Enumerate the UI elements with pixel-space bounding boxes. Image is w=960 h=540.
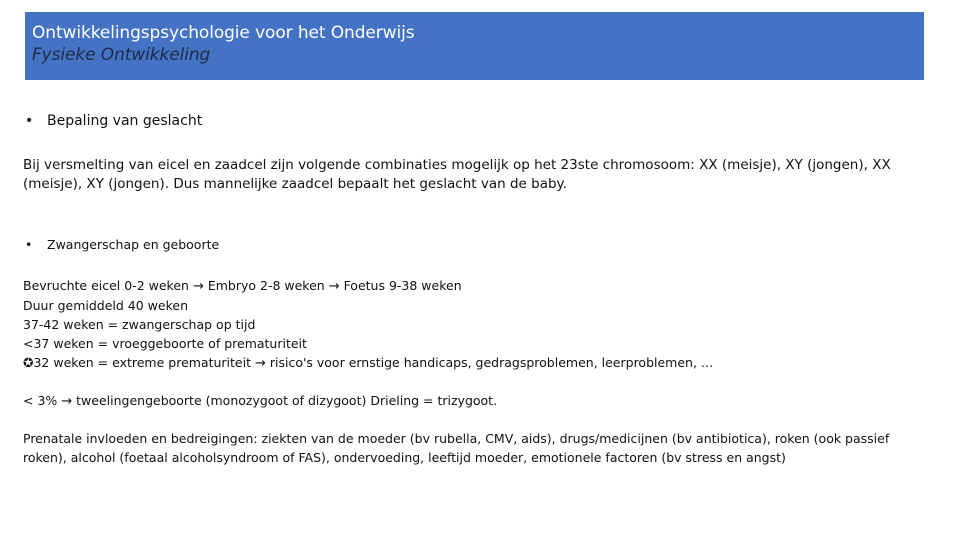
prenatal-paragraph xyxy=(23,429,903,467)
bullet-icon: • xyxy=(25,237,33,252)
bullet-heading: Bepaling van geslacht xyxy=(47,113,203,129)
text-segment: Bevruchte eicel 0-2 weken xyxy=(23,278,193,293)
arrow-right-icon: → xyxy=(254,356,266,371)
text-segment: 32 weken = extreme prematuriteit xyxy=(33,355,255,370)
slide-header xyxy=(25,12,924,80)
text-segment: < 3% xyxy=(23,393,62,408)
pregnancy-facts xyxy=(23,276,923,373)
text-segment: risico's voor ernstige handicaps, gedragsproblemen, leerproblemen, … xyxy=(265,355,714,370)
circle-bullet-icon: ✪ xyxy=(23,355,34,370)
bullet-item-zwangerschap xyxy=(25,237,219,252)
slide-subtitle: Fysieke Ontwikkeling xyxy=(32,45,211,65)
text-line: Duur gemiddeld 40 weken xyxy=(23,298,188,313)
bullet-item-geslacht xyxy=(25,113,202,129)
arrow-right-icon: → xyxy=(192,279,204,294)
text-line: Prenatale invloeden en bedreigingen: ziekten van de moeder (bv rubella, CMV, aids), drugs/medicijnen (bv antibiotica), roken (ook passief roken), alcohol (foetaal alcoholsyndroom of FAS), ondervoeding, leeftijd moeder, emotionele factoren (bv stress en angst) xyxy=(23,431,890,465)
arrow-right-icon: → xyxy=(61,394,73,409)
paragraph-geslacht: Bij versmelting van eicel en zaadcel zijn volgende combinaties mogelijk op het 23ste chromosoom: XX (meisje), XY (jongen), XX (meisje), XY (jongen). Dus mannelijke zaadcel bepaalt het geslacht van de baby. xyxy=(23,157,891,192)
arrow-right-icon: → xyxy=(328,279,340,294)
text-line xyxy=(23,353,923,373)
bullet-heading: Zwangerschap en geboorte xyxy=(47,237,220,252)
text-segment: Embryo 2-8 weken xyxy=(203,278,329,293)
slide-title: Ontwikkelingspsychologie voor het Onderwijs xyxy=(32,23,415,43)
twins-line xyxy=(23,391,923,411)
text-line: <37 weken = vroeggeboorte of prematuriteit xyxy=(23,336,307,351)
text-line xyxy=(23,391,923,411)
text-line: 37-42 weken = zwangerschap op tijd xyxy=(23,317,256,332)
text-line xyxy=(23,276,923,296)
text-segment: Foetus 9-38 weken xyxy=(339,278,462,293)
text-segment: tweelingengeboorte (monozygoot of dizygoot) Drieling = trizygoot. xyxy=(72,393,498,408)
bullet-icon: • xyxy=(25,113,34,129)
